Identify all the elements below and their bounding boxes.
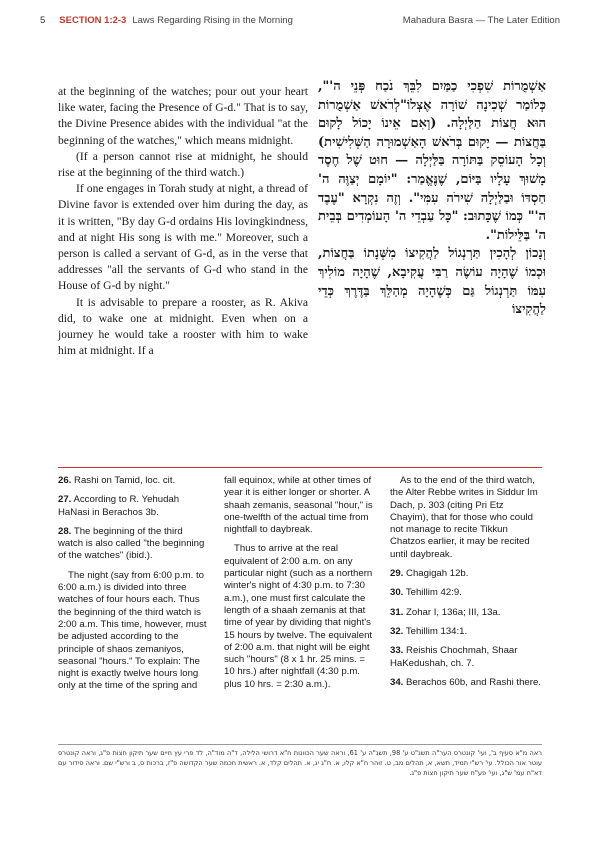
footnote <box>58 526 210 563</box>
footnote-number: 30. <box>390 587 404 599</box>
english-paragraph: (If a person cannot rise at midnight, he should rise at the beginning of the third watch.) <box>58 149 308 180</box>
footnote-text: Chagigah 12b. <box>406 568 469 580</box>
footnote <box>390 645 542 670</box>
footnote-text: Berachos 60b, and Rashi there. <box>406 676 541 688</box>
footnote-number: 32. <box>390 625 404 637</box>
footnote <box>58 475 210 487</box>
footnote-text: Tehillim 134:1. <box>405 625 468 637</box>
sources-divider <box>58 744 542 745</box>
footnote-text: Reishis Chochmah, Shaar HaKedushah, ch. 7. <box>390 645 518 669</box>
footnote-number: 33. <box>390 645 404 657</box>
footnote-continuation: Thus to arrive at the real equivalent of 2:00 a.m. on any particular night (such as a northern winter's night of 4:30 p.m. to 7:30 a.m.), one must first calculate the length of a shaah zemanis at that time of year by dividing that night's 15 hours by twelve. The equivalent of 2:00 a.m. that night will be eight such "hours" (8 x 1 hr. 25 mins. = 10 hrs.) after nightfall (4:30 p.m. plus 10 hrs. = 2:30 a.m.). <box>224 543 373 690</box>
footnote-number: 29. <box>390 568 404 580</box>
english-translation <box>58 84 308 359</box>
footnote-number: 26. <box>58 475 72 486</box>
footnote-continuation: The night (say from 6:00 p.m. to 6:00 a.m.) is divided into three watches of four hours each. Thus the beginning of the third watch is 2:00 a.m. This time, however, must be adjusted according to the principle of shaos zemaniyos, seasonal "hours." To explain: The night is exactly twelve hours long only at the time of the spring and fall equinox, while at other times of year it is either longer or shorter. A shaah zemanis, seasonal "hour," is one-twelfth of the actual time from nightfall to daybreak. <box>58 475 373 692</box>
section-label: SECTION 1:2-3 <box>59 14 127 26</box>
footnote <box>390 677 542 689</box>
footnote-text: Zohar I, 136a; III, 13a. <box>406 606 501 618</box>
footnote-number: 34. <box>390 676 404 688</box>
footnote-number: 31. <box>390 606 404 618</box>
page-number: 5 <box>40 14 46 26</box>
footnote-text: According to R. Yehudah HaNasi in Berachos 3b. <box>58 494 180 518</box>
footnote <box>390 587 542 599</box>
english-paragraph: If one engages in Torah study at night, a thread of Divine favor is extended over him during the day, as it is written, "By day G-d ordains His lovingkindness, and at night His song is with me." Moreover, such a person is called a servant of G-d, as in the verse that addresses "all the servants of G-d who stand in the House of G-d by night." <box>58 182 308 293</box>
english-paragraph: It is advisable to prepare a rooster, as R. Akiva did, to wake one at midnight. Even when on a journey he would take a rooster with him to wake him at midnight. If a <box>58 295 308 358</box>
hebrew-sources: ראה מ"א סעיף ב', ועי' קונטרס הער"ה תשנ"ט ע' 98, תשנ"ה ע' 61, וראה שער הכוונות ח"א דרושי הלילה, ד"ה מוד"ה, לד פרי עץ חיים שער תיקון חצות פ"ג, וראה קונטרס עוטר אור הכולל. עי' רש"י תמיד, תשא, א, תהלים מב, ט. זוהר ח"א קלו, א. ח"ג יג, א. תהלים קלד, א. ראשית חכמה שער הקדושה פ"ז, ברכות ס, ב ורש"י שם. וראה סידור עם דא"ח עמ' ש"ג, ועי' פע"ח שער תיקון חצות פ"ג. <box>58 749 542 777</box>
footnote-continuation: As to the end of the third watch, the Alter Rebbe writes in Siddur Im Dach, p. 303 (citing Pri Etz Chayim), that for those who could not manage to recite Tikkun Chatzos earlier, it may be recited until daybreak. <box>390 475 538 560</box>
footnote-text: Tehillim 42:9. <box>405 587 462 599</box>
section-title: Laws Regarding Rising in the Morning <box>132 14 293 26</box>
footnote-number: 27. <box>58 494 72 506</box>
footnote-divider <box>58 467 542 468</box>
hebrew-paragraph: אַשְׁמֻרוֹת שִׁפְכִי כַמַּיִם לִבֵּךְ נֹכַח פְּנֵי ה'", כְּלוֹמַר שְׁכִינָה שׁוֹרָה אֶצְלוֹ"לְרֹאשׁ אַשְׁמֻרוֹת הוּא חֲצוֹת הַלַּיְלָה. (וְאִם אֵינוֹ יָכוֹל לָקוּם בַּחֲצוֹת — יָקוּם בְּרֹאשׁ הָאַשְׁמוּרָה הַשְּׁלִישִׁית) וְכָל הָעוֹסֵק בַּתּוֹרָה בַּלַּיְלָה — חוּט שֶׁל חֶסֶד מָשׁוּךְ עָלָיו בַּיּוֹם, שֶׁנֶּאֱמַר: "יוֹמָם יְצַוֶּה ה' חַסְדּוֹ וּבַלַּיְלָה שִׁירֹה עִמִּי". וְזֶה נִקְרָא "עֶבֶד ה'" כְּמוֹ שֶׁכָּתוּב: "כָּל עַבְדֵי ה' הָעוֹמְדִים בְּבֵית ה' בַּלֵּילוֹת". <box>318 79 546 243</box>
hebrew-paragraph: וְנָכוֹן לְהָכִין תַּרְנְגוֹל לַהֲקִיצוֹ מִשְּׁנָתוֹ בַּחֲצוֹת, וּכְמוֹ שֶׁהָיָה עוֹשֶׂה רַבִּי עֲקִיבָא, שֶׁהָיָה מוֹלִיךְ עִמּוֹ תַּרְנְגוֹל גַּם כְּשֶׁהָיָה מְהַלֵּךְ בַּדֶּרֶךְ כְּדֵי לַהֲקִיצוֹ <box>318 246 546 318</box>
footnote <box>390 607 542 619</box>
running-header <box>40 10 560 30</box>
footnote <box>390 626 542 638</box>
footnote <box>58 494 210 519</box>
footnote <box>390 568 542 580</box>
footnote-text: Rashi on Tamid, loc. cit. <box>74 475 176 486</box>
edition-title: Mahadura Basra — The Later Edition <box>402 14 560 26</box>
footnote-text: The beginning of the third watch is also called "the beginning of the watches" (ibid.). <box>58 525 205 562</box>
footnotes <box>58 475 542 696</box>
english-paragraph: at the beginning of the watches; pour out your heart like water, facing the Presence of G-d." That is to say, the Divine Presence abides with the individual "at the beginning of the watches," which means midnight. <box>58 85 308 147</box>
footnote-number: 28. <box>58 525 72 537</box>
hebrew-text <box>318 78 546 320</box>
